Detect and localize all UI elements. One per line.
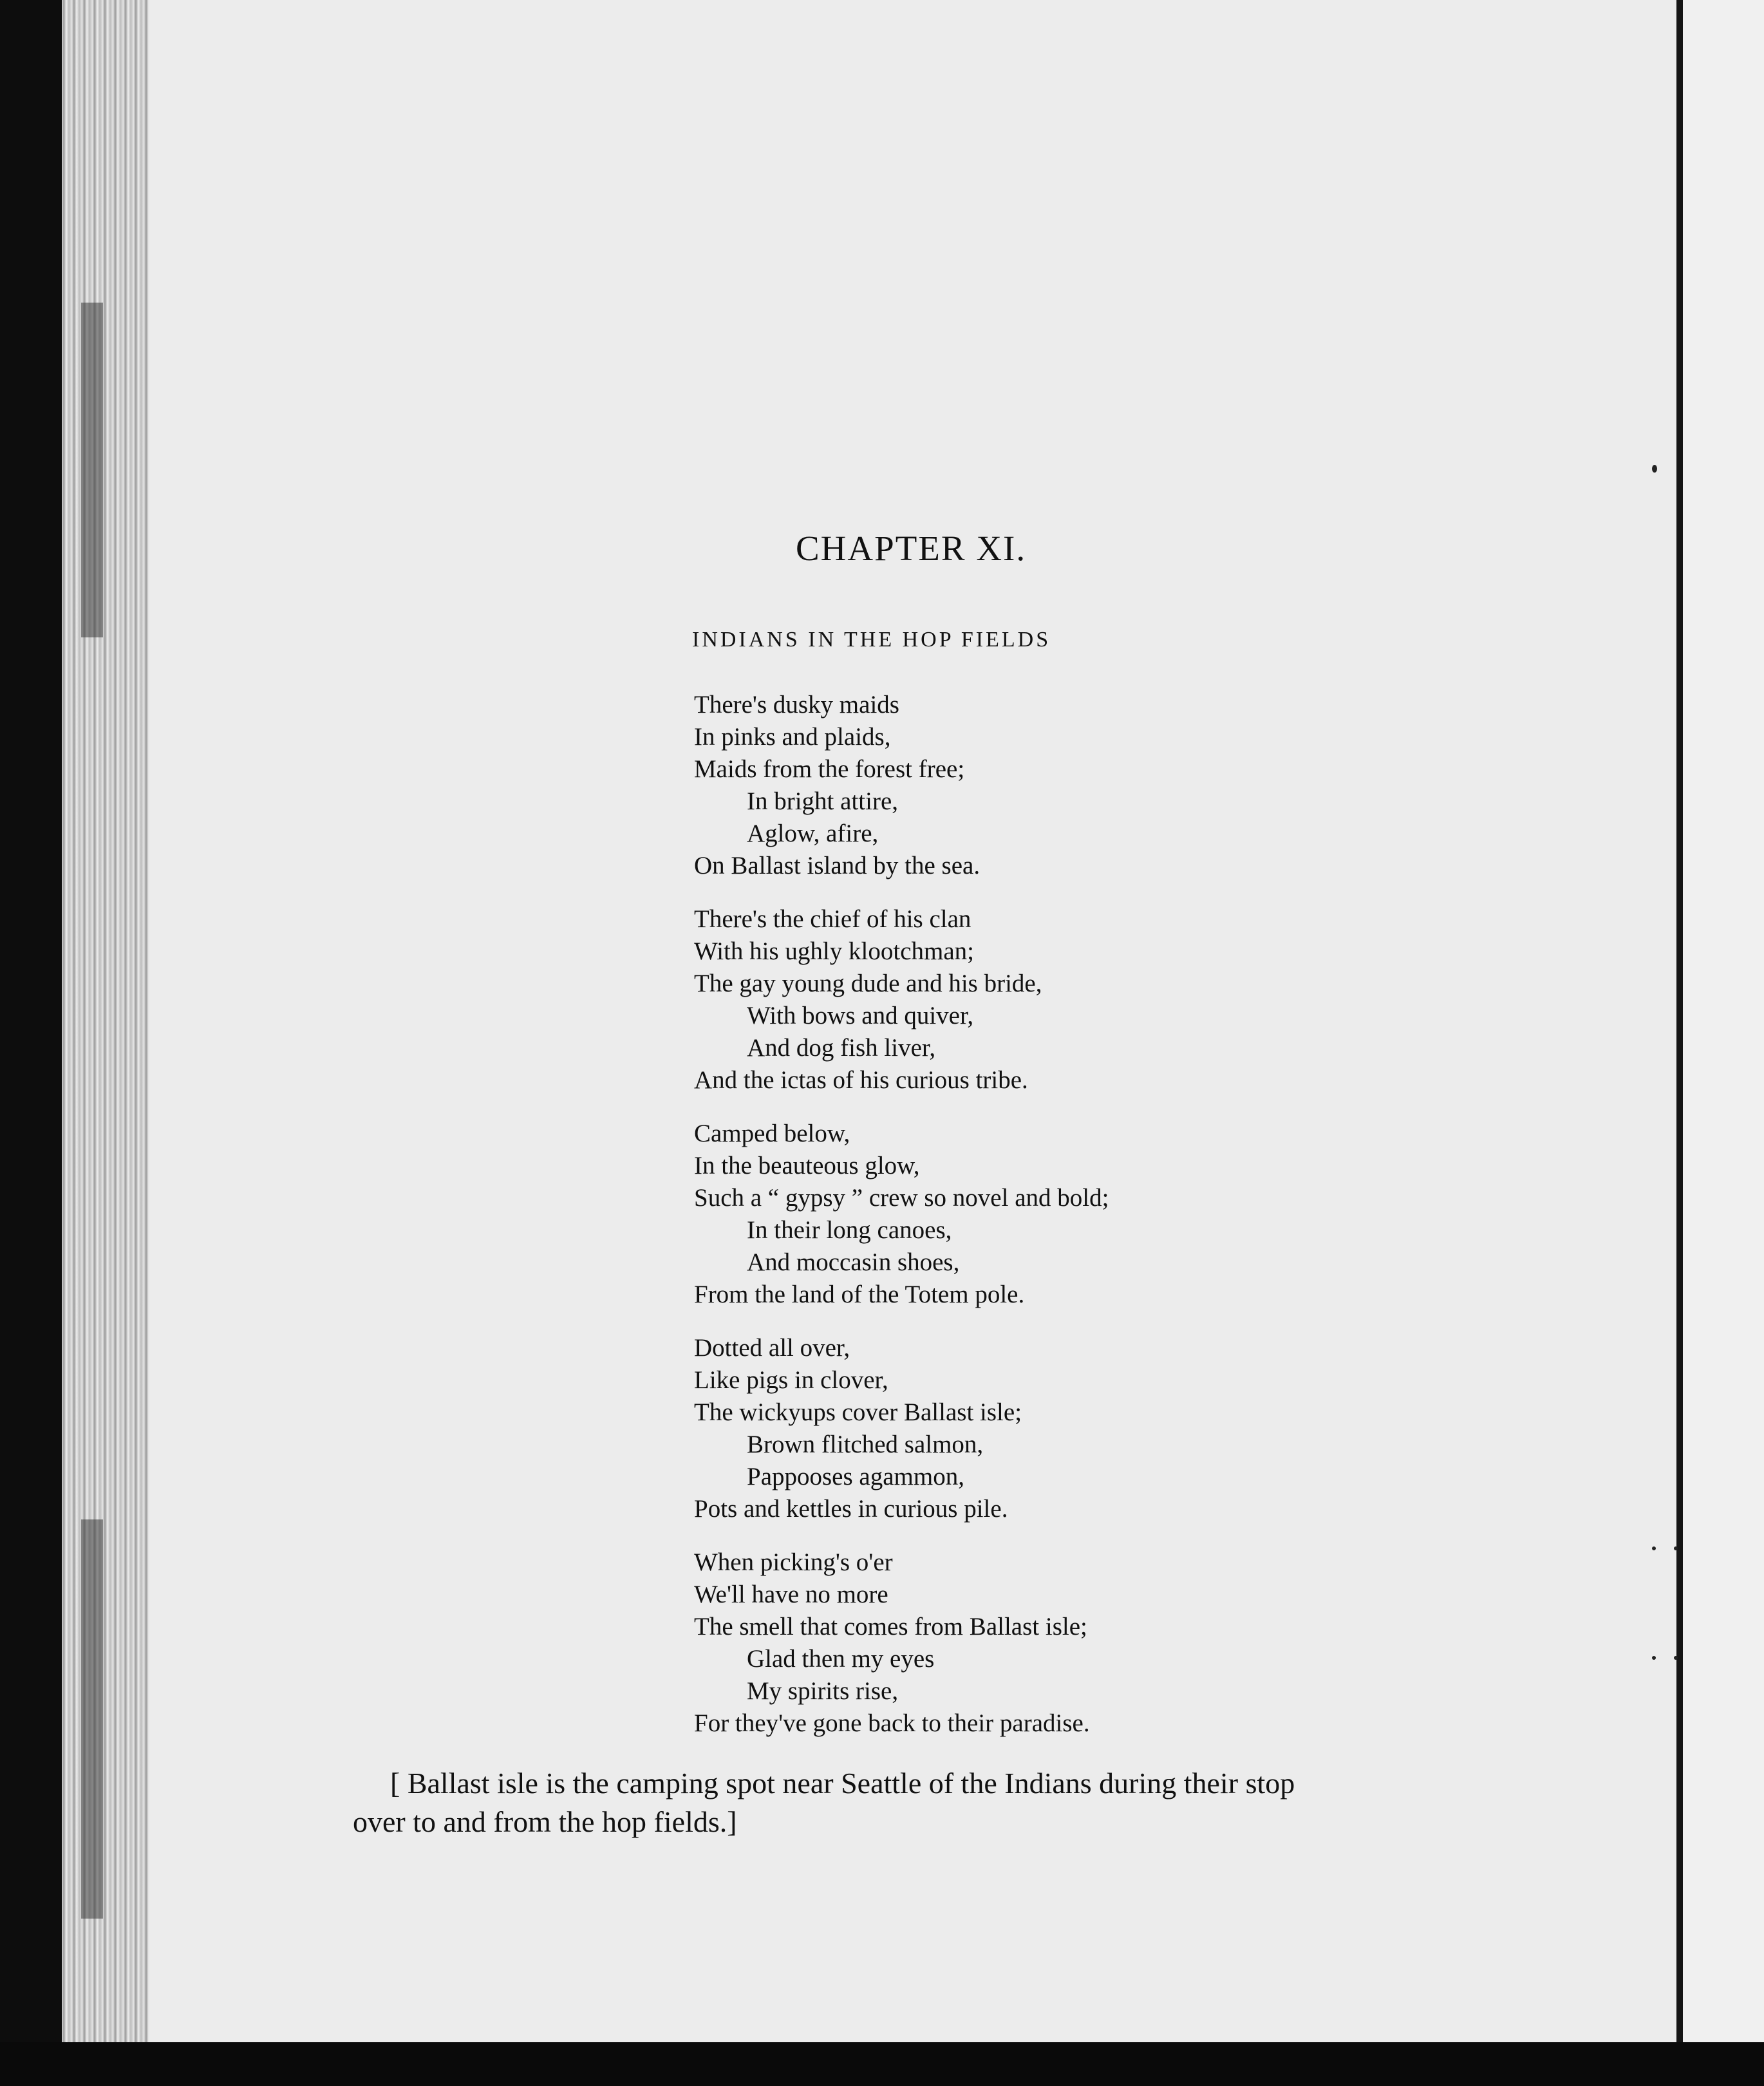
poem-line: Camped below,	[694, 1120, 850, 1147]
editorial-note	[353, 1764, 1525, 1841]
poem-line: And the ictas of his curious tribe.	[694, 1066, 1028, 1094]
poem-line: Brown flitched salmon,	[747, 1431, 984, 1458]
stanza	[0, 1546, 1674, 1740]
poem-line: We'll have no more	[694, 1581, 888, 1608]
poem-line: In bright attire,	[747, 787, 899, 815]
page-edge	[1676, 0, 1683, 2047]
poem-line: Maids from the forest free;	[694, 755, 965, 783]
poem-line: With his ughly klootchman;	[694, 937, 974, 965]
scan-speck	[1652, 465, 1657, 473]
scan-speck	[1674, 1656, 1678, 1660]
poem-line: Aglow, afire,	[747, 820, 879, 847]
stanza	[0, 903, 1674, 1096]
poem-line: In their long canoes,	[747, 1216, 952, 1244]
note-line: [ Ballast isle is the camping spot near Seattle of the Indians during their stop	[390, 1767, 1295, 1799]
poem-line: On Ballast island by the sea.	[694, 852, 981, 879]
poem-line: For they've gone back to their paradise.	[694, 1709, 1090, 1737]
poem-line: In the beauteous glow,	[694, 1152, 920, 1179]
poem-line: There's the chief of his clan	[694, 905, 971, 933]
poem-title: INDIANS IN THE HOP FIELDS	[692, 628, 1051, 652]
spine-mark	[81, 303, 103, 637]
scan-speck	[1674, 1546, 1678, 1550]
poem-line: Glad then my eyes	[747, 1645, 935, 1673]
poem-line: The gay young dude and his bride,	[694, 970, 1042, 997]
scan-border	[0, 2042, 1764, 2086]
poem-line: From the land of the Totem pole.	[694, 1281, 1025, 1308]
poem-line: With bows and quiver,	[747, 1002, 974, 1029]
poem-line: In pinks and plaids,	[694, 723, 891, 751]
poem-line: When picking's o'er	[694, 1548, 893, 1576]
poem-line: The smell that comes from Ballast isle;	[694, 1613, 1087, 1640]
poem-line: The wickyups cover Ballast isle;	[694, 1398, 1022, 1426]
poem-line: Such a “ gypsy ” crew so novel and bold;	[694, 1184, 1109, 1212]
poem-line: Pots and kettles in curious pile.	[694, 1495, 1008, 1523]
poem-line: There's dusky maids	[694, 691, 899, 719]
poem-line: My spirits rise,	[747, 1677, 899, 1705]
stanza	[0, 689, 1674, 882]
poem-line: Pappooses agammon,	[747, 1463, 964, 1490]
stanza	[0, 1332, 1674, 1525]
note-line: over to and from the hop fields.]	[353, 1805, 737, 1838]
poem-line: And moccasin shoes,	[747, 1248, 960, 1276]
poem-line: Dotted all over,	[694, 1334, 850, 1362]
poem-line: And dog fish liver,	[747, 1034, 936, 1062]
poem	[0, 689, 1674, 1761]
stanza	[0, 1118, 1674, 1311]
poem-line: Like pigs in clover,	[694, 1366, 888, 1394]
facing-page-edge	[1683, 0, 1764, 2047]
chapter-title: CHAPTER XI.	[796, 529, 1027, 568]
